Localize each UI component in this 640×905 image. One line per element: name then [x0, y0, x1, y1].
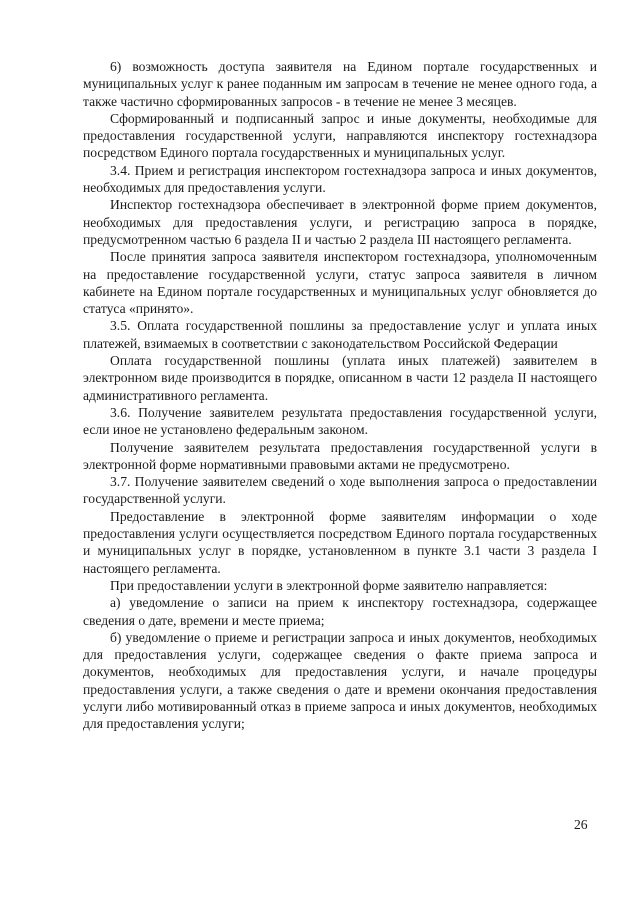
paragraph-notifications-intro: При предоставлении услуги в электронной форме заявителю направляется:	[110, 577, 548, 593]
list-item-a: а) уведомление о записи на прием к инспектору гостехнадзора, содержащее сведения о дате, времени и месте приема;	[83, 595, 597, 628]
section-3-4-heading: 3.4. Прием и регистрация инспектором гостехнадзора запроса и иных документов, необходимых для предоставления услуги.	[83, 162, 597, 196]
section-3-7-heading: 3.7. Получение заявителем сведений о ходе выполнения запроса о предоставлении государственной услуги.	[83, 474, 597, 507]
list-item-b: б) уведомление о приеме и регистрации запроса и иных документов, необходимых для предоставления услуги, содержащее сведения о факте приема запроса и документов, необходимых для предоставления услуги, и начале процедуры предоставления услуги, а также сведения о дате и времени окончания предоставления услуги либо мотивированный отказ в приеме запроса и иных документов, необходимых для предоставления услуги;	[83, 629, 597, 732]
paragraph-result-not-provided: Получение заявителем результата предоставления государственной услуги в электронной форме нормативными правовыми актами не предусмотрено.	[83, 439, 597, 472]
paragraph-status-accepted: После принятия запроса заявителя инспектором гостехнадзора, уполномоченным на предоставление государственной услуги, статус запроса заявителя в личном кабинете на Едином портале государственных и муниципальных услуг обновляется до статуса «принято».	[83, 249, 597, 317]
document-body	[83, 58, 597, 733]
section-3-5-heading: 3.5. Оплата государственной пошлины за предоставление услуг и уплата иных платежей, взимаемых в соответствии с законодательством Российской Федерации	[83, 318, 597, 351]
paragraph-progress-info: Предоставление в электронной форме заявителям информации о ходе предоставления услуги осуществляется посредством Единого портала государственных и муниципальных услуг в порядке, установленном в пункте 3.1 части 3 раздела I настоящего регламента.	[83, 508, 597, 576]
paragraph-inspector-acceptance: Инспектор гостехнадзора обеспечивает в электронной форме прием документов, необходимых для предоставления услуги, и регистрацию запроса в порядке, предусмотренном частью 6 раздела II и частью 2 раздела III настоящего регламента.	[83, 197, 597, 247]
paragraph-item-6: 6) возможность доступа заявителя на Едином портале государственных и муниципальных услуг к ранее поданным им запросам в течение не менее одного года, а также частично сформированных запросов - в течение не менее 3 месяцев.	[83, 59, 597, 109]
page-number: 26	[574, 817, 588, 832]
paragraph-fee-payment: Оплата государственной пошлины (уплата иных платежей) заявителем в электронном виде производится в порядке, описанном в части 12 раздела II настоящего административного регламента.	[83, 353, 597, 403]
section-3-6-heading: 3.6. Получение заявителем результата предоставления государственной услуги, если иное не установлено федеральным законом.	[83, 404, 597, 438]
paragraph-request-sent: Сформированный и подписанный запрос и иные документы, необходимые для предоставления государственной услуги, направляются инспектору гостехнадзора посредством Единого портала государственных и муниципальных услуг.	[83, 110, 597, 161]
